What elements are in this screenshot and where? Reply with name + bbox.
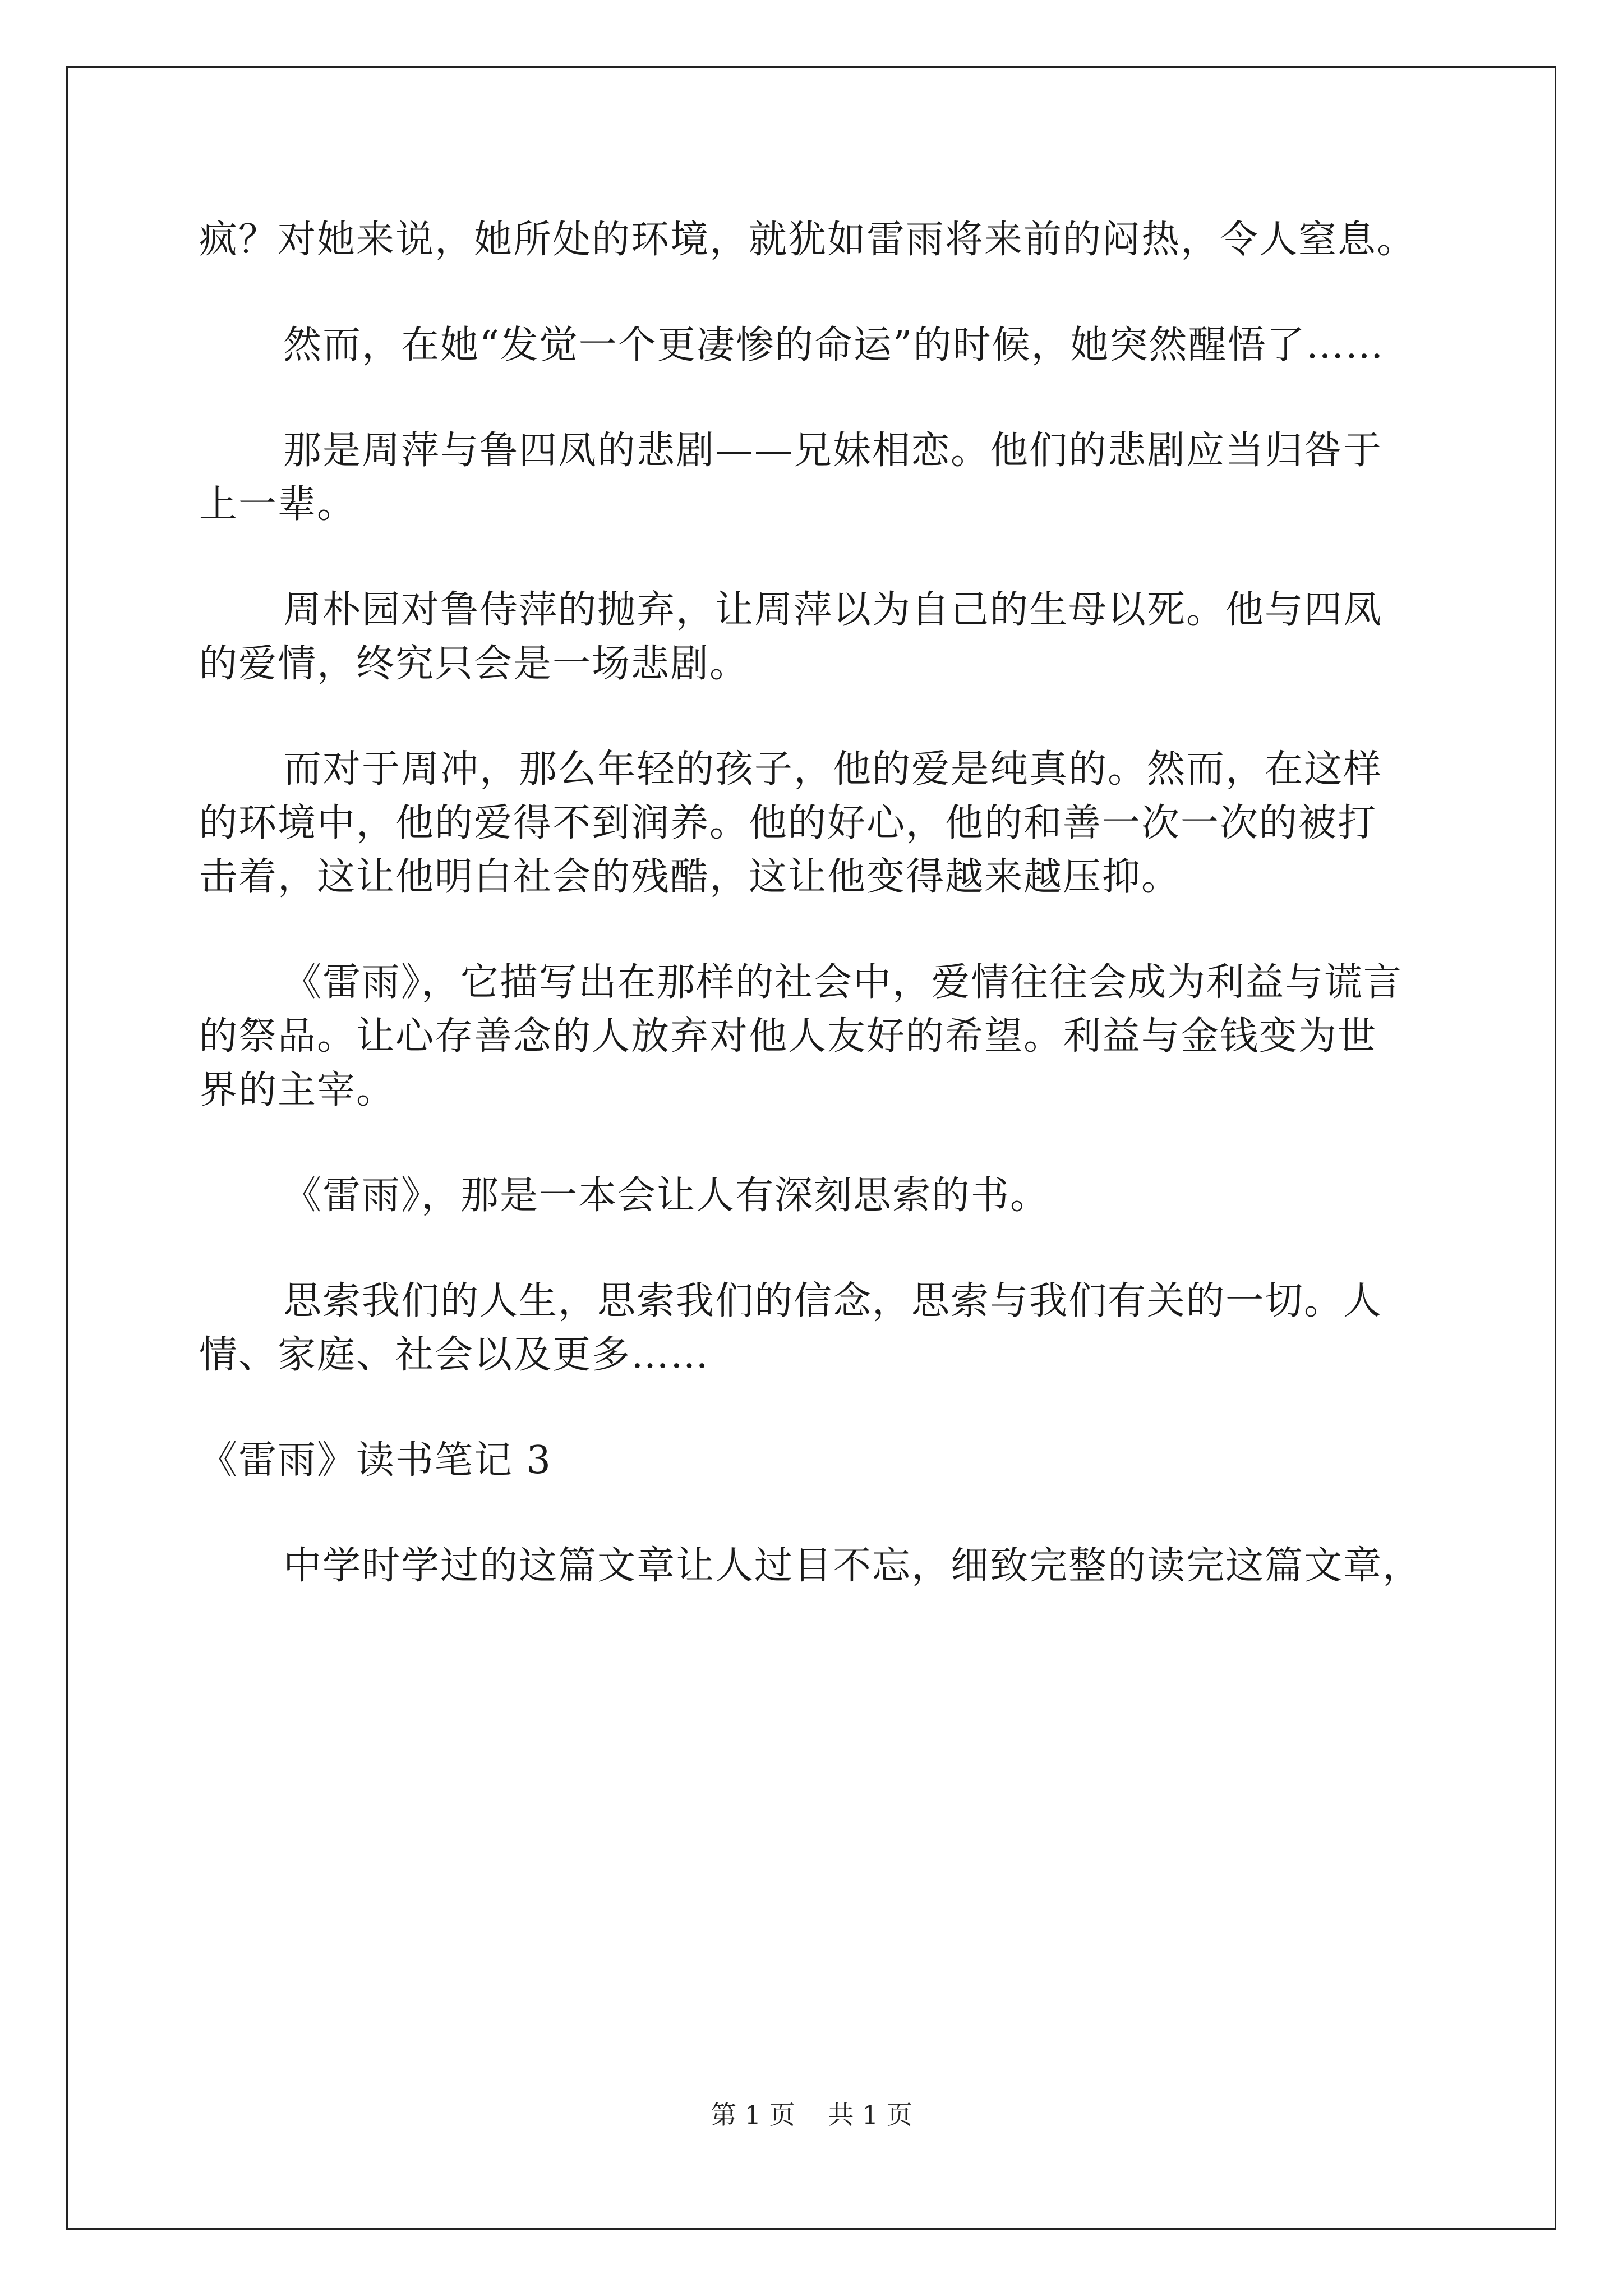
paragraph: [199, 956, 1422, 1117]
paragraph-line: 界的主宰。: [199, 1068, 396, 1112]
page-number-total: 共 1 页: [828, 2100, 912, 2130]
paragraph-line: 疯？对她来说，她所处的环境，就犹如雷雨将来前的闷热，令人窒息。: [199, 218, 1417, 262]
paragraph: [199, 743, 1422, 904]
paragraph: [199, 1169, 1422, 1223]
page-number-current: 第 1 页: [711, 2100, 795, 2130]
paragraph-line: 周朴园对鲁侍萍的抛弃，让周萍以为自己的生母以死。他与四凤: [283, 588, 1383, 632]
paragraph: [199, 583, 1422, 691]
paragraph-line: 思索我们的人生，思索我们的信念，思索与我们有关的一切。人: [283, 1279, 1383, 1323]
paragraph-line: 然而，在她“发觉一个更凄惨的命运”的时候，她突然醒悟了……: [283, 323, 1385, 367]
paragraph: [199, 1539, 1422, 1593]
paragraph-line: 中学时学过的这篇文章让人过目不忘，细致完整的读完这篇文章，: [283, 1544, 1422, 1588]
paragraph-line: 的祭品。让心存善念的人放弃对他人友好的希望。利益与金钱变为世: [199, 1014, 1377, 1059]
paragraph: [199, 319, 1422, 372]
paragraph-line: 《雷雨》，那是一本会让人有深刻思索的书。: [283, 1174, 1050, 1218]
paragraph: [199, 424, 1422, 532]
paragraph: [199, 213, 1422, 267]
section-heading: 《雷雨》读书笔记 3: [199, 1438, 552, 1483]
paragraph-line: 那是周萍与鲁四凤的悲剧——兄妹相恋。他们的悲剧应当归咎于: [283, 429, 1383, 473]
page-footer: [0, 2098, 1623, 2132]
paragraph-line: 《雷雨》，它描写出在那样的社会中，爱情往往会成为利益与谎言: [283, 960, 1403, 1005]
paragraph-line: 上一辈。: [199, 482, 357, 527]
paragraph-line: 击着，这让他明白社会的残酷，这让他变得越来越压抑。: [199, 855, 1181, 899]
paragraph: [199, 1274, 1422, 1382]
section-heading-block: [199, 1434, 1422, 1488]
document-body: [199, 213, 1422, 1645]
paragraph-line: 情、家庭、社会以及更多……: [199, 1333, 710, 1377]
paragraph-line: 而对于周冲，那么年轻的孩子，他的爱是纯真的。然而，在这样: [283, 747, 1383, 792]
paragraph-line: 的环境中，他的爱得不到润养。他的好心，他的和善一次一次的被打: [199, 801, 1377, 845]
paragraph-line: 的爱情，终究只会是一场悲剧。: [199, 642, 749, 686]
